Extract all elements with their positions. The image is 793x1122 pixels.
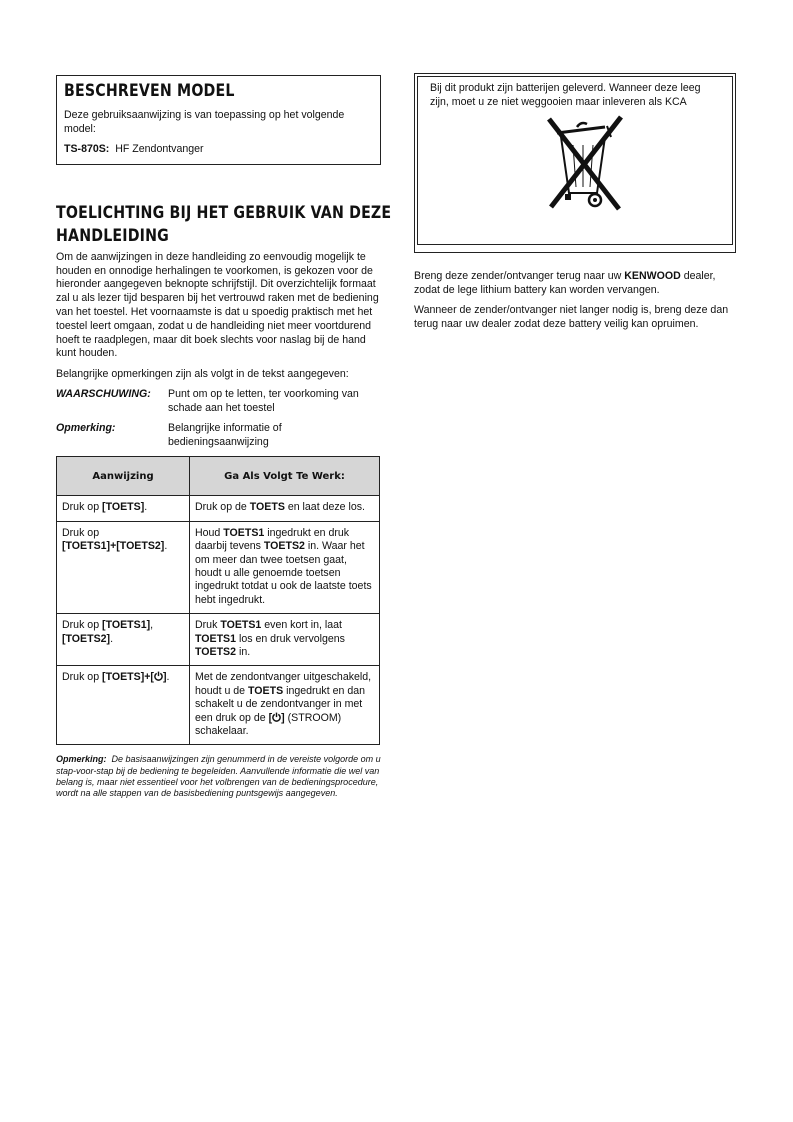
table-row	[57, 614, 380, 666]
table-cell-procedure: Druk op de TOETS en laat deze los.	[190, 496, 380, 521]
guide-title-line-2: HANDLEIDING	[56, 225, 170, 245]
battery-notice-text: Bij dit produkt zijn batterijen geleverd. Wanneer deze leeg zijn, moet u ze niet weggooien maar inleveren als KCA	[430, 82, 701, 108]
battery-notice-inner	[417, 76, 733, 245]
instruction-table	[56, 456, 380, 745]
notes-intro: Belangrijke opmerkingen zijn als volgt in de tekst aangegeven:	[56, 368, 349, 381]
table-cell-procedure: Met de zendontvanger uitgeschakeld, houdt u de TOETS ingedrukt en dan schakelt u de zendontvanger in met een druk op de [ ] (STROOM) schakelaar.	[190, 666, 380, 745]
legend-row-note	[56, 422, 381, 449]
note-text: Belangrijke informatie of bedieningsaanwijzing	[168, 422, 282, 448]
table-cell-instruction: Druk op [TOETS1], [TOETS2].	[57, 614, 190, 666]
table-cell-procedure: Houd TOETS1 ingedrukt en druk daarbij tevens TOETS2 in. Waar het om meer dan twee toetsen gaat, houdt u alle genoemde toetsen ingedrukt totdat u ook de laatste toets hebt ingedrukt.	[190, 521, 380, 613]
warning-text: Punt om op te letten, ter voorkoming van schade aan het toestel	[168, 387, 359, 414]
notes-legend	[56, 388, 381, 449]
table-header-procedure: Ga Als Volgt Te Werk:	[190, 457, 380, 496]
power-icon	[272, 712, 281, 724]
guide-intro: Om de aanwijzingen in deze handleiding zo eenvoudig mogelijk te houden en onnodige herhalingen te voorkomen, is gekozen voor de hieronder aangegeven beknopte schrijfstijl. Dit overzichtelijk formaat zal u als lezer tijd besparen bij het vertrouwd raken met de bediening van het toestel. Het voornaamste is dat u spoedig praktisch met het toestel leert omgaan, zodat u de handleiding niet meer voortdurend hoeft te raadplegen, maar dit boek slechts voor naslag bij de hand kunt houden.	[56, 250, 379, 360]
legend-row-warning	[56, 388, 381, 415]
model-section-title: BESCHREVEN MODEL	[64, 81, 235, 100]
table-cell-procedure: Druk TOETS1 even kort in, laat TOETS1 los en druk vervolgens TOETS2 in.	[190, 614, 380, 666]
table-cell-instruction: Druk op [TOETS]+[ ].	[57, 666, 190, 745]
table-cell-instruction: Druk op [TOETS].	[57, 496, 190, 521]
model-description: Deze gebruiksaanwijzing is van toepassing op het volgende model:	[64, 109, 345, 135]
table-header-row	[57, 457, 380, 496]
right-column	[414, 73, 736, 331]
footnote-text: De basisaanwijzingen zijn genummerd in de vereiste volgorde om u stap-voor-stap bij de bediening te begeleiden. Aanvullende informatie die wel van belang is, maar niet essentieel voor het volbrengen van de bedieningsprocedure, wordt na alle stappen van de basisbediening puntsgewijs aangegeven.	[56, 754, 381, 799]
guide-section-title	[56, 201, 392, 247]
table-header-instruction: Aanwijzing	[57, 457, 190, 496]
guide-title-line-1: TOELICHTING BIJ HET GEBRUIK VAN DEZE	[56, 202, 392, 222]
table-row	[57, 496, 380, 521]
table-row	[57, 521, 380, 613]
model-code: TS-870S:	[64, 143, 110, 156]
model-name: HF Zendontvanger	[115, 143, 204, 156]
battery-notice-box	[414, 73, 736, 253]
note-label: Opmerking:	[56, 422, 116, 435]
table-cell-instruction: Druk op [TOETS1]+[TOETS2].	[57, 521, 190, 613]
warning-label: WAARSCHUWING:	[56, 387, 151, 400]
left-column	[56, 75, 392, 799]
model-box	[56, 75, 381, 165]
disposal-paragraph: Wanneer de zender/ontvanger niet langer nodig is, breng deze dan terug naar uw dealer zodat deze battery veilig kan opruimen.	[414, 304, 729, 330]
footnote-label: Opmerking:	[56, 754, 107, 765]
table-row	[57, 666, 380, 745]
power-icon	[154, 671, 163, 683]
footnote	[56, 754, 381, 799]
crossed-out-wheelie-bin-icon	[539, 115, 722, 218]
dealer-return-paragraph: Breng deze zender/ontvanger terug naar uw KENWOOD dealer, zodat de lege lithium battery kan worden vervangen.	[414, 270, 716, 296]
model-line	[64, 143, 374, 157]
brand-name: KENWOOD	[624, 270, 681, 282]
